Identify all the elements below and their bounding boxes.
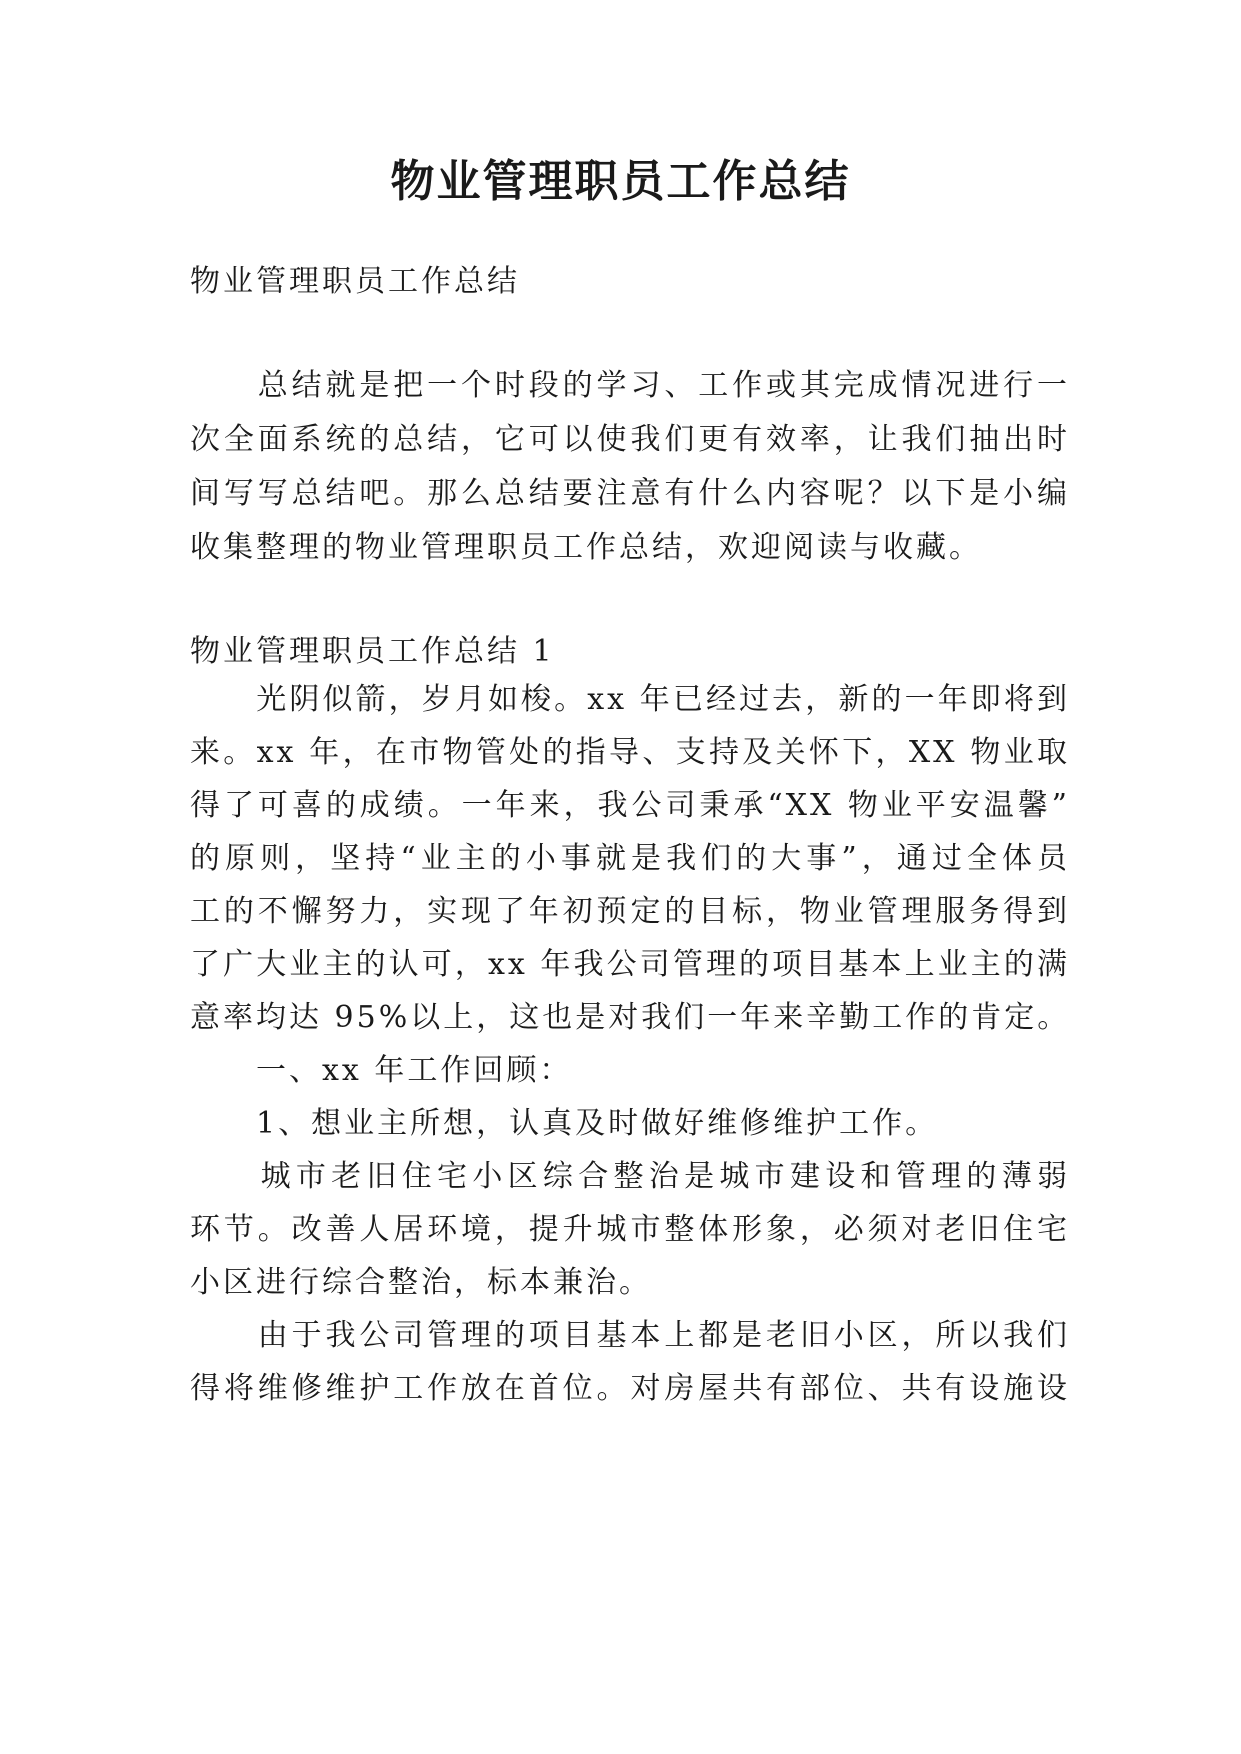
body-line: 的原则，坚持“业主的小事就是我们的大事”，通过全体员: [190, 841, 1070, 876]
body-line: 意率均达 95%以上，这也是对我们一年来辛勤工作的肯定。: [190, 1000, 1071, 1035]
document-title: 物业管理职员工作总结: [390, 156, 851, 207]
body-line: 得了可喜的成绩。一年来，我公司秉承“XX 物业平安温馨”: [190, 788, 1070, 823]
body-line: 得将维修维护工作放在首位。对房屋共有部位、共有设施设: [190, 1371, 1070, 1406]
document-subtitle: 物业管理职员工作总结: [190, 264, 520, 299]
body-line: 了广大业主的认可，xx 年我公司管理的项目基本上业主的满: [190, 947, 1070, 982]
list-heading: 一、xx 年工作回顾：: [190, 1053, 573, 1088]
intro-line: 次全面系统的总结，它可以使我们更有效率，让我们抽出时: [190, 422, 1070, 457]
intro-line: 总结就是把一个时段的学习、工作或其完成情况进行一: [190, 368, 1070, 403]
body-line: 小区进行综合整治，标本兼治。: [190, 1265, 652, 1300]
body-line: 工的不懈努力，实现了年初预定的目标，物业管理服务得到: [190, 894, 1070, 929]
body-line: 光阴似箭，岁月如梭。xx 年已经过去，新的一年即将到: [190, 682, 1070, 717]
body-line: 由于我公司管理的项目基本上都是老旧小区，所以我们: [190, 1318, 1070, 1353]
body-line: 来。xx 年，在市物管处的指导、支持及关怀下，XX 物业取: [190, 735, 1070, 770]
intro-line: 收集整理的物业管理职员工作总结，欢迎阅读与收藏。: [190, 530, 982, 565]
body-line: 城市老旧住宅小区综合整治是城市建设和管理的薄弱: [190, 1159, 1070, 1194]
list-item: 1、想业主所想，认真及时做好维修维护工作。: [190, 1106, 939, 1141]
body-line: 环节。改善人居环境，提升城市整体形象，必须对老旧住宅: [190, 1212, 1070, 1247]
section-heading: 物业管理职员工作总结 1: [190, 634, 555, 669]
intro-line: 间写写总结吧。那么总结要注意有什么内容呢？以下是小编: [190, 476, 1070, 511]
